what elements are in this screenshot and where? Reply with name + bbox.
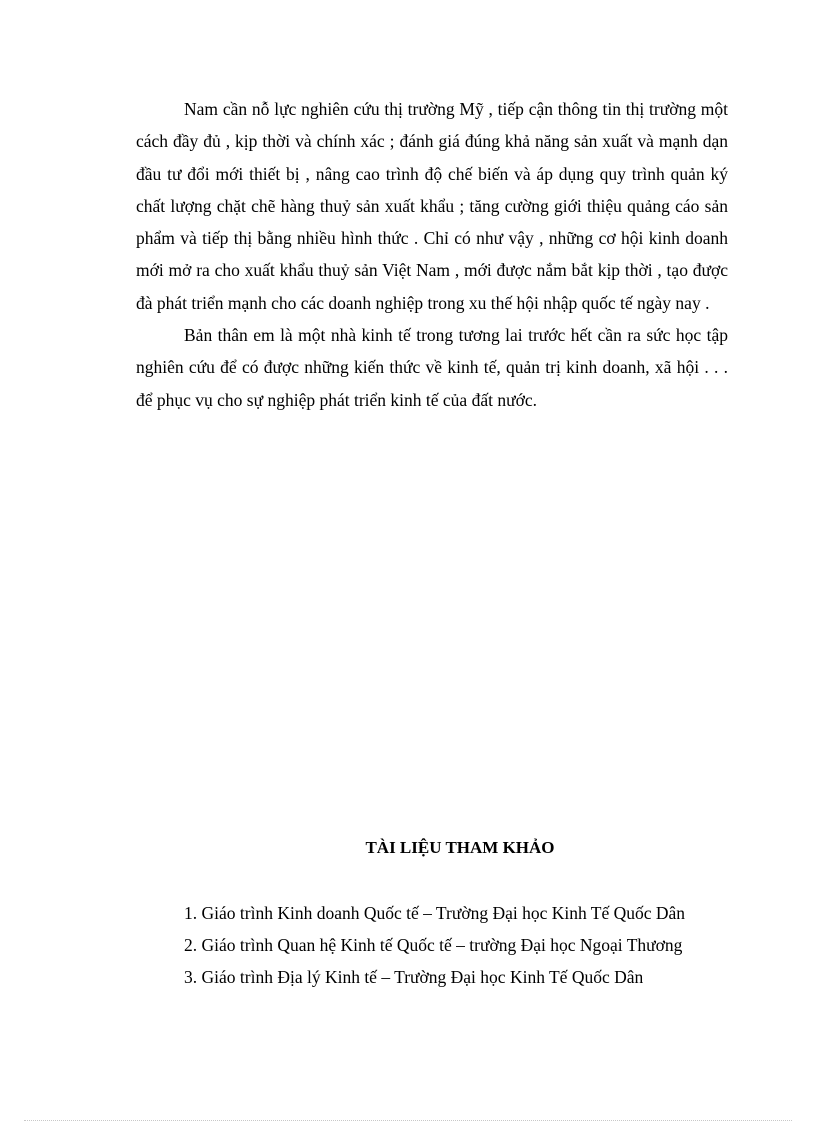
references-list <box>136 897 728 994</box>
body-text <box>136 93 728 416</box>
page-bottom-divider <box>24 1120 792 1121</box>
reference-item: 3. Giáo trình Địa lý Kinh tế – Trường Đại học Kinh Tế Quốc Dân <box>184 967 644 988</box>
paragraph-market-research: Nam cần nỗ lực nghiên cứu thị trường Mỹ , tiếp cận thông tin thị trường một cách đầy đủ , kịp thời và chính xác ; đánh giá đúng khả năng sản xuất và mạnh dạn đầu tư đổi mới thiết bị , nâng cao trình độ chế biến và áp dụng quy trình quản ký chất lượng chặt chẽ hàng thuỷ sản xuất khẩu ; tăng cường giới thiệu quảng cáo sản phẩm và tiếp thị bằng nhiều hình thức . Chỉ có như vậy , những cơ hội kinh doanh mới mở ra cho xuất khẩu thuỷ sản Việt Nam , mới được nắm bắt kịp thời , tạo được đà phát triển mạnh cho các doanh nghiệp trong xu thế hội nhập quốc tế ngày nay . <box>136 99 728 313</box>
references-title: TÀI LIỆU THAM KHẢO <box>365 838 555 857</box>
reference-item: 2. Giáo trình Quan hệ Kinh tế Quốc tế – trường Đại học Ngoại Thương <box>184 935 683 956</box>
paragraph-personal-goal: Bản thân em là một nhà kinh tế trong tương lai trước hết cần ra sức học tập nghiên cứu để có được những kiến thức về kinh tế, quản trị kinh doanh, xã hội . . . để phục vụ cho sự nghiệp phát triển kinh tế của đất nước. <box>136 325 728 410</box>
reference-item: 1. Giáo trình Kinh doanh Quốc tế – Trường Đại học Kinh Tế Quốc Dân <box>184 903 686 923</box>
